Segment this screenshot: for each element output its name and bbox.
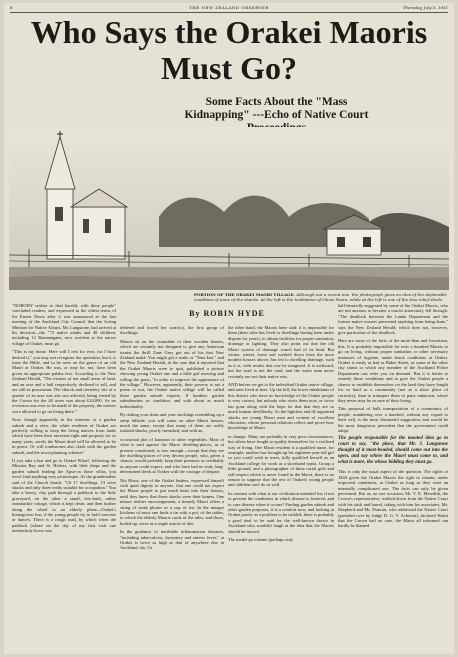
- article-column-4: [338, 303, 448, 532]
- paragraph: tethered and lowed her sorrow), the first group of dwellings.: [120, 325, 224, 336]
- paragraph: half-heartedly suggested by some of the Orakei Maoris, who are not anxious to become a tourist attraction), fell through. "The deadlock between the Lands Department and the former native owners prevented anything from being done," says the New Zealand Herald; which does not, however, give particulars of the deadlock.: [338, 303, 448, 336]
- paragraph: to change. Many are probably in very poor circumstances, but others have fought to qualify themselves for a civilised way of living. One Maori resident is a qualified nurse, for example; another has brought up his eighteen-year-old girl so you could wish to meet, fully qualified herself as an Auckland college for work as a shorthand typist. Group a little ground, and a photographer of these racial girls and self-respect which is never found in the Maori, there is no reason to suppose that the rest of Orakei's young people and children can't do as well.: [228, 433, 334, 488]
- paragraph: In the guidance of notifiable inflammation diseases, "including tuberculosis, dysentery and enteric fever," at Orakei is twice as high as that of anywhere else in Auckland city. Or: [120, 529, 224, 551]
- paragraph: Maoris sit on the verandahs of their wooden houses, which are certainly not designed to give any American tourist the thrill Zane Grey got out of his first New Zealand maké. You might get a smile or "Tena koe," and the New Zealand Herald, in the case that it reported that the Orakei Maoris were to quit, published a picture showing young Orakei one and a little girl mowing and rolling the grass, "in order to improve the appearance of the village." However, apparently, their poverty is not a poem or not, the Orakei native village will be called these garden suburb experts. If lumbers garden suburbanites so condition, and with about as much individuality.: [120, 338, 224, 409]
- paragraph: the other hand, the Maoris have said: it is impossible for them (their tribe has lived or dwellings having been under dispute for years), to obtain facilities for proper sanitation, drainage or lighting. They also point out that the old Maori system of drainage wasn't bad of its kind. But winter, winter, loose soil washed down from the more modern houses above, has led to dwelling drainage, such as it is, with results that one be imagined. It is awkward, but the road is not the road, and the water man never certainly are not their native sets.: [228, 325, 334, 379]
- paragraph: occasional plot of kumaras or other vegetables. Most of what is said against the Maori dwelling-places, as at present constituted, is true enough—except that they are the dwelling-places of very decent people, who, given a chance, would probably keep their premises as creditably as anyone could expect, and who have had no truly long-determined sheds at Orakei with the courage of despair.: [120, 436, 224, 475]
- publication-name: THE NEW ZEALAND OBSERVER: [189, 5, 269, 10]
- village-photograph: [9, 127, 449, 290]
- photo-caption: [194, 292, 450, 302]
- paragraph: This proposal of bulk transportation of a community of people, numbering over a hundred, without any regard to their will, is the most distasteful suggestion, and would be the most dangerous precedent that the government could adopt.: [338, 406, 448, 433]
- article-column-3: [228, 325, 334, 545]
- paragraph: The model pa scheme (perhaps only: [228, 537, 294, 543]
- caption-text: Although not a recent one, the photograph gives an idea of the deplorable condition of some of the shacks. At the left is the tombstone of Otene Paora, while at the left is one of the less relief sheds.: [194, 292, 447, 302]
- page-number: 6: [10, 5, 13, 10]
- byline: By ROBIN HYDE: [189, 309, 265, 318]
- article-column-1: [12, 303, 116, 537]
- header-rule: [10, 12, 448, 13]
- caption-title: PORTION OF THE ORAKEI MAORI VILLAGE.: [194, 292, 295, 297]
- paragraph: In contrast with what is our civilisation intended for, if not to prevent the conditions in which disease is fostered, and to cure disease when it occurs? Finding garden suburb and other garden purposes, it is a comfort now, and looking at Orakei purely as a problem to be tackled, there is probably a good deal to be said for the well-known doctor in Auckland who wouldn't laugh at the idea that the Maoris should be moved.: [228, 490, 334, 534]
- paragraph: AND before we get to the individual Orakei native village, and ones lived at here. Up the hill, the lower inhabitants of this district who have no knowledge of the Orakei people is very correct, but nobody who visits them now, or twice has gone along with the hope for that that they are so much human devilliestly. As the lightless and ill-organised shacks are young Maori men and women of excellent education, whose personal relations reflect and prove how knowledge of Maori: [228, 382, 334, 431]
- paragraph-emphasis: The people responsible for the mooted idea go to court to say, "the place, that Mr. J. Langstone thought of it most-headed, should come out into the open, and say where the Maori must come to, and what is more, the whose bidding they must go.: [338, 436, 448, 466]
- paragraph: Now, though apparently in the interests of a garden suburb and a view, the white residents of Orakei are perfectly willing to keep the living natives from lands which have been their ancestral right and property for so many years, surely the Maori dead will be allowed to lie in peace. Or will tombstones also clash with the garden suburb, and the town-planning scheme?: [12, 417, 116, 455]
- paragraph: By risking your shins and your stockings scrambling up a steep hillside, you will come on other Maori houses, much the same, except that many of them are really isolated shacks, poorly furnished, and with an: [120, 412, 224, 434]
- paragraph: Nia Hiroa, one of the Orakei leaders, expressed himself with quiet dignity to anyone, that one could not expect the Maori people to put much heart into their houses, until they knew that those shacks were their homes. One misses neither encouragement, a homely Maori offers a string of weak photos or a cup of tea. In the meagre kitchens of most one finds a tin with a pot, of the tables, to which the elderly Maoris cards of the tales, and those, boiled up, serve as a staple article of diet.: [120, 477, 224, 526]
- subtitle: Some Facts About the "Mass Kidnapping" ---Echo of Native Court: [184, 96, 369, 121]
- headline-line-1: Who Says the Orakei Maoris: [30, 14, 428, 50]
- headline-line-2: Must Go?: [161, 50, 297, 86]
- village-photograph-image: [9, 127, 449, 290]
- article-column-2: [120, 325, 224, 554]
- paragraph: "This is my home. Here will I rest for ever, for I have desired it," you may not recognise the quotation, but it is from the Bible, and to be seen on the grave of an old Maori at Orakei. He was, or may be, not, have been given an appropriate palaba text. According to the New Zealand Herald, "The owners of ten small areas of land, and an acre and a half respectively declined to sell, and are still in possession. The church and cemetery site of a quarter of an acre was also not affected, being vested by the Crown for the 40 acres was about £24,000. As no reversion was ever to be made of the property, the natives were allowed to go on living there.": [12, 349, 116, 414]
- paragraph: Here are some of the facts of the more-than and forcemeat, this. It is probably impossible for over a hundred Maoris to go on living, without proper sanitation or other necessary measures of hygiene, under shack conditions at Orakei. Orakei is easily as bad as Baker Street, or some of the other city slums to which any member of the Auckland Police Department can refer you on demand. But it is better to remedy those conditions and to give the Orakei people a chance to establish themselves on the land they have fought for so hard as a community (not as a show place of curiosity), than to transport them to parts unknown, where they never may be so sure of their living.: [338, 338, 448, 403]
- newspaper-page: [4, 3, 454, 654]
- paragraph: "NOBODY wishes to deal harshly with these people" concluded readers, and expressed in the oldest terms of Sir Ernest Davis after it was announced at the last meeting of the Auckland City Council that the Acting Minister for Native Affairs, Mr. Langstone, had arrived at his decision—the "73 native adults and 48 children, including 12 Ratanangans, now resident at the native village of Orakei, must go.: [12, 303, 116, 346]
- paragraph: If you take a bus and go to Orakei Wharf, following the Mission Bay and St. Heliers, with little shops and the garden suburb leading the Apsa-on those villas, you won't find anything very picturesque. As the grandmother said of the Church thatch. "Of 17 dwellings, 13 were shacks and only three really suitable for occupation." You take a heavy, clay path through a paddock to the little graveyard, on the other a small, low-built, rather ramshackle cottage, which is kept clean, and then further along the wharf to an elderly plane—Orakei's homegrown fun, if the young people try to hold concerts or dances. There is a rough road, by which when the paddock (where on the day of my first visit one melancholy horse was: [12, 457, 116, 534]
- issue-date: Thursday, July 5, 1951: [402, 5, 448, 10]
- paragraph: This is only the usual aspect of the question. The rights of 1844 given the Orakei Maoris the right to remain, under improved conditions, at Orakei as long as they were an internally complicated one. The facts can only be given piecemeal. But as, on one occasion, Mr. V. E. Meredith, the Crown's representative, walked down from the Native Court with his stick and barrel, taking with him his associates, Mr. Shepherd and Mr. Duncan, who addressed the Native Court (presided over by Judge D. G. V. Acheson), declared Watiti that the Crown had no case, the Maori all informed can hardly be blamed: [338, 469, 448, 529]
